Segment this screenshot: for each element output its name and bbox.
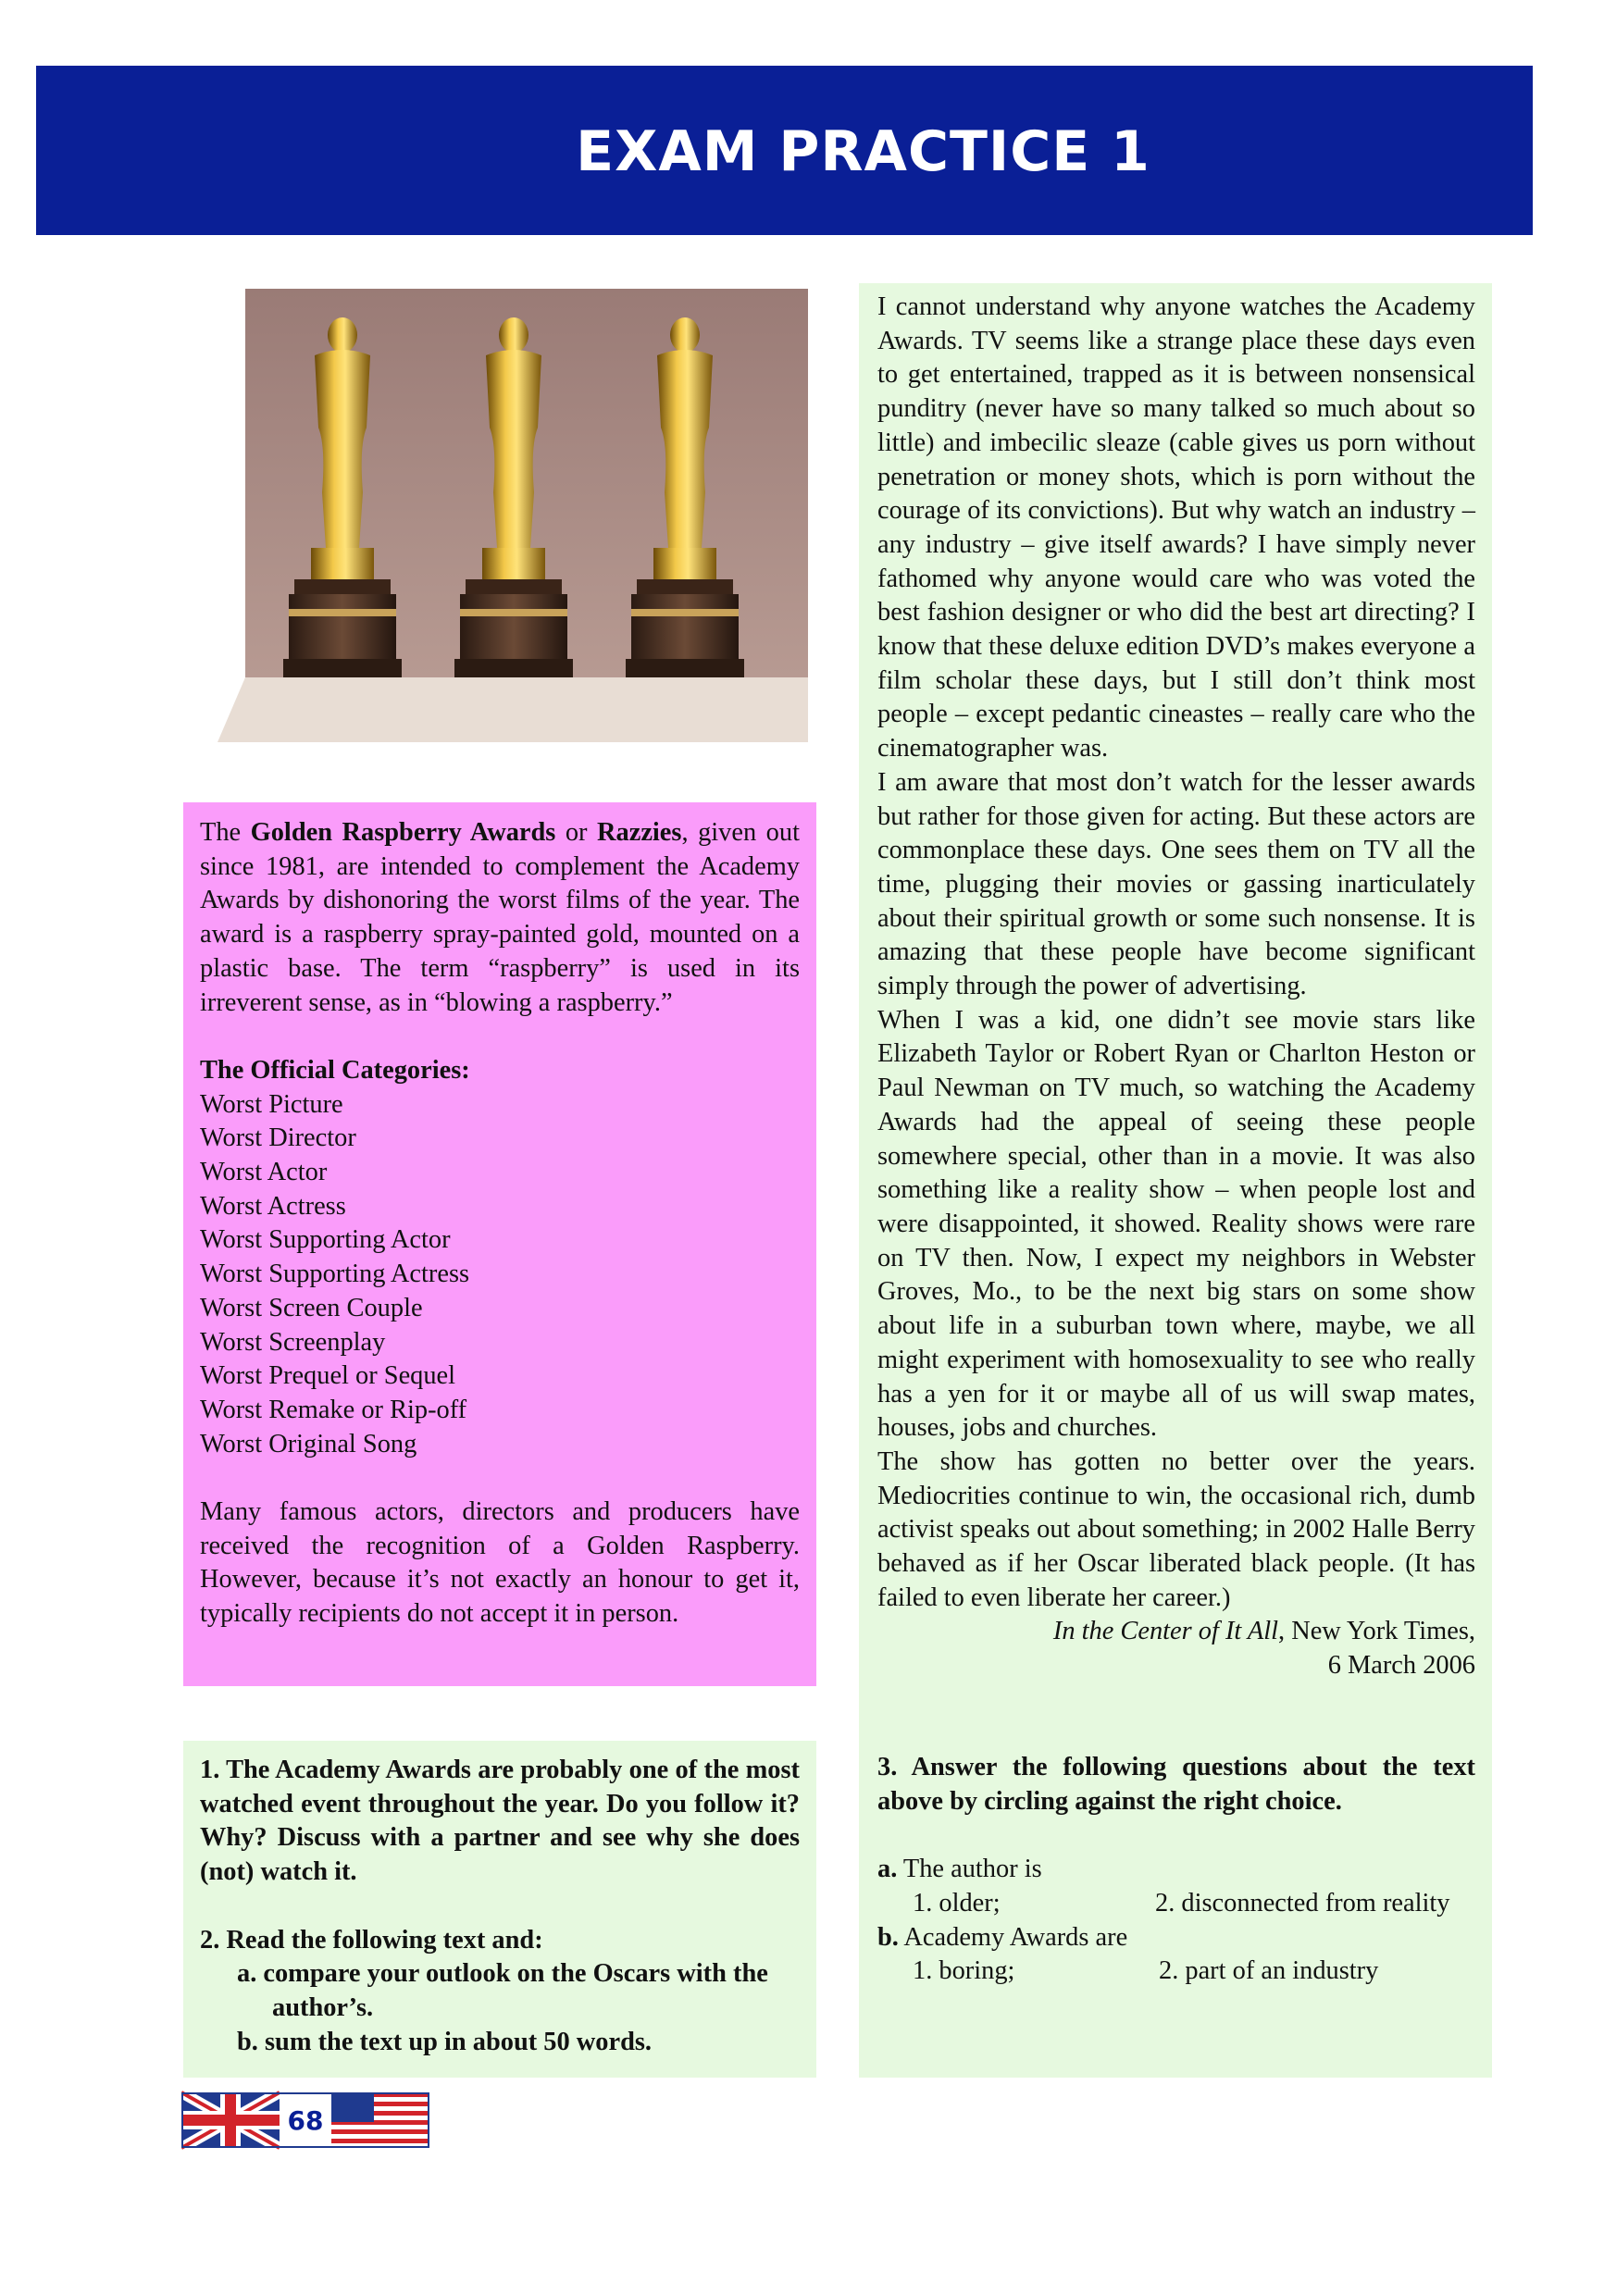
- question-3a-stem: [877, 1853, 1475, 1887]
- item-stem: Academy Awards are: [898, 1922, 1128, 1952]
- page-header-banner: [36, 66, 1533, 235]
- question-3b-stem: [877, 1921, 1475, 1955]
- award-nickname: Razzies: [597, 818, 682, 847]
- page-footer: [181, 2091, 431, 2150]
- article-paragraph: When I was a kid, one didn’t see movie stars like Elizabeth Taylor or Robert Ryan or Charlton Heston or Paul Newman on TV much, so watching the Academy Awards had the appeal of seeing these people somewhere special, other than in a movie. It was also something like a reality show – when people lost and were disappointed, it showed. Reality shows were rare on TV then. Now, I expect my neighbors in Webster Groves, Mo., to be the next big stars on some show about life in a suburban town where, maybe, we all might experiment with homosexuality to see who really has a yen for it or maybe all of us will swap mates, houses, jobs and churches.: [877, 1005, 1475, 1443]
- source-date: 6 March 2006: [1327, 1651, 1475, 1681]
- article-paragraph: I am aware that most don’t watch for the lesser awards but rather for those given for acting. But these actors are commonplace these days. One sees them on TV all the time, plugging their movies or gassing inarticulately about their spiritual growth or some such nonsense. It is amazing that these people have become significant simply through the power of advertising.: [877, 767, 1475, 1001]
- category-item: Worst Actress: [200, 1191, 346, 1221]
- award-name: Golden Raspberry Awards: [250, 818, 556, 847]
- category-item: Worst Director: [200, 1123, 356, 1153]
- intro-lead-text: The: [200, 818, 251, 847]
- category-item: Worst Remake or Rip-off: [200, 1395, 467, 1424]
- article-paragraph: The show has gotten no better over the years. Mediocrities continue to win, the occasional rich, dumb activist speaks out about something; in 2002 Halle Berry behaved as if her Oscar liberated black people. (It has failed to even liberate her career.): [877, 1446, 1475, 1612]
- oscar-statuettes-photo: [218, 289, 810, 748]
- category-item: Worst Screenplay: [200, 1327, 386, 1357]
- question-1: 1. The Academy Awards are probably one of the most watched event throughout the year. Do you follow it? Why? Discuss with a partner and see why she does (not) watch it.: [200, 1756, 800, 1887]
- category-item: Worst Picture: [200, 1089, 343, 1119]
- item-stem: The author is: [897, 1855, 1042, 1884]
- choice-option[interactable]: 1. older;: [913, 1889, 1001, 1917]
- question-2a-continuation: author’s.: [272, 1992, 374, 2022]
- choice-option[interactable]: 2. disconnected from reality: [1155, 1889, 1450, 1917]
- question-2: 2. Read the following text and:: [200, 1925, 543, 1955]
- category-item: Worst Supporting Actress: [200, 1260, 470, 1289]
- page-number: 68: [287, 2105, 324, 2136]
- categories-heading: The Official Categories:: [200, 1055, 470, 1085]
- category-item: Worst Prequel or Sequel: [200, 1361, 456, 1391]
- article-source: [877, 1615, 1475, 1649]
- question-3: 3. Answer the following questions about the text above by circling against the right choice.: [877, 1753, 1475, 1816]
- intro-or-text: or: [555, 818, 598, 847]
- article-paragraph: I cannot understand why anyone watches the Academy Awards. TV seems like a strange place these days even to get entertained, trapped as it is between nonsensical punditry (never have so many talked so much about so little) and imbecilic sleaze (cable gives us porn without penetration or money shots, which is porn without the courage of its convictions). But why watch an industry – any industry – give itself awards? I have simply never fathomed why anyone would care who was voted the best fashion designer or who did the best art directing? I know that these deluxe edition DVD’s makes everyone a film scholar these days, but I still don’t think most people – except pedantic cineastes – really care who the cinematographer was.: [877, 292, 1475, 763]
- tasks-box: [183, 1741, 816, 2078]
- question-2b: b. sum the text up in about 50 words.: [237, 2027, 653, 2056]
- question-3b-choices: [877, 1955, 1475, 1989]
- item-label: a.: [877, 1855, 898, 1884]
- source-publication: , New York Times,: [1278, 1617, 1475, 1646]
- category-item: Worst Actor: [200, 1158, 328, 1187]
- item-label: b.: [877, 1922, 899, 1952]
- uk-flag-icon: [181, 2092, 280, 2148]
- choice-option[interactable]: 1. boring;: [913, 1956, 1015, 1986]
- category-item: Worst Screen Couple: [200, 1293, 423, 1322]
- choice-option[interactable]: 2. part of an industry: [1159, 1956, 1379, 1986]
- us-flag-icon: [331, 2092, 429, 2148]
- intro-rest-text: , given out since 1981, are intended to complement the Academy Awards by dishonoring the worst films of the year. The award is a raspberry spray-painted gold, mounted on a plastic base. The term “raspberry” is used in its irreverent sense, as in “blowing a raspberry.”: [200, 818, 800, 1017]
- category-item: Worst Supporting Actor: [200, 1225, 451, 1255]
- question-2a: a. compare your outlook on the Oscars with the: [237, 1959, 768, 1989]
- article-box: [859, 283, 1492, 2078]
- page-title: EXAM PRACTICE 1: [576, 119, 1150, 184]
- razzies-closing: Many famous actors, directors and producers have received the recognition of a Golden Raspberry. However, because it’s not exactly an honour to get it, typically recipients do not accept it in person.: [200, 1497, 800, 1629]
- source-title: In the Center of It All: [1052, 1617, 1278, 1646]
- question-3a-choices: [877, 1887, 1475, 1921]
- razzies-info-box: [183, 802, 816, 1686]
- category-item: Worst Original Song: [200, 1429, 417, 1458]
- razzies-intro: [200, 816, 800, 1020]
